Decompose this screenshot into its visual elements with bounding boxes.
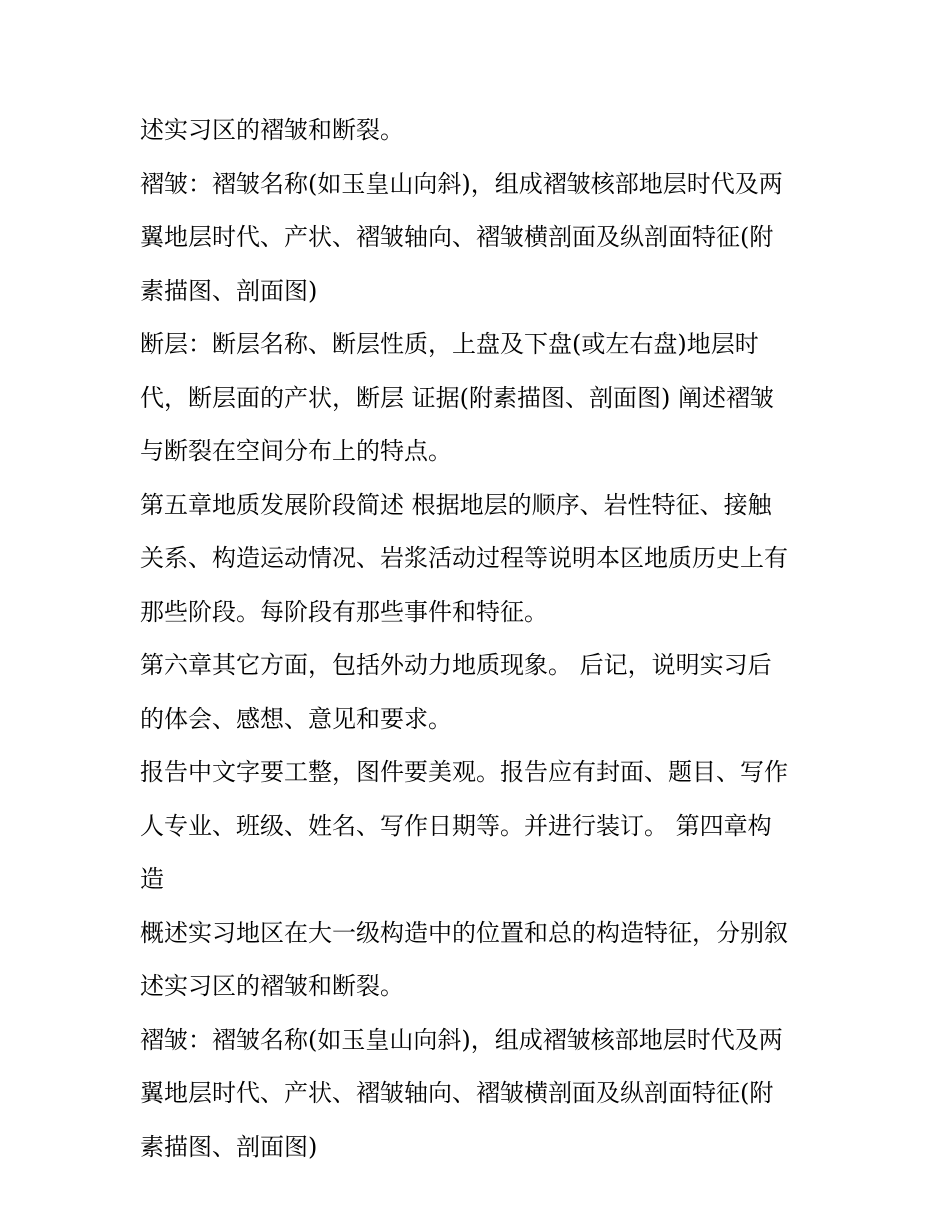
text-line: 代，断层面的产状，断层 证据(附素描图、剖面图) 阐述褶皱	[140, 383, 774, 412]
text-line: 与断裂在空间分布上的特点。	[140, 437, 452, 465]
text-line: 褶皱：褶皱名称(如玉皇山向斜)，组成褶皱核部地层时代及两	[140, 1025, 783, 1054]
text-line: 述实习区的褶皱和断裂。	[140, 116, 404, 144]
text-line: 素描图、剖面图)	[140, 1132, 318, 1161]
text-line: 翼地层时代、产状、褶皱轴向、褶皱横剖面及纵剖面特征(附	[140, 223, 774, 251]
text-line: 第六章其它方面，包括外动力地质现象。 后记，说明实习后	[140, 651, 772, 679]
text-line: 造	[140, 865, 164, 893]
document-body	[140, 104, 830, 1174]
text-line: 的体会、感想、意见和要求。	[140, 704, 452, 733]
text-line: 那些阶段。每阶段有那些事件和特征。	[140, 597, 548, 626]
text-line: 翼地层时代、产状、褶皱轴向、褶皱横剖面及纵剖面特征(附	[140, 1079, 774, 1107]
text-line: 关系、构造运动情况、岩浆活动过程等说明本区地质历史上有	[140, 544, 788, 572]
text-line: 人专业、班级、姓名、写作日期等。并进行装订。 第四章构	[140, 811, 772, 840]
text-line: 第五章地质发展阶段简述 根据地层的顺序、岩性特征、接触	[140, 490, 772, 519]
text-line: 报告中文字要工整，图件要美观。报告应有封面、题目、写作	[140, 758, 788, 786]
text-line: 素描图、剖面图)	[140, 276, 318, 305]
text-line: 概述实习地区在大一级构造中的位置和总的构造特征，分别叙	[140, 918, 788, 947]
text-line: 褶皱：褶皱名称(如玉皇山向斜)，组成褶皱核部地层时代及两	[140, 169, 783, 198]
text-line: 断层：断层名称、断层性质，上盘及下盘(或左右盘)地层时	[140, 330, 759, 358]
text-line: 述实习区的褶皱和断裂。	[140, 972, 404, 1000]
